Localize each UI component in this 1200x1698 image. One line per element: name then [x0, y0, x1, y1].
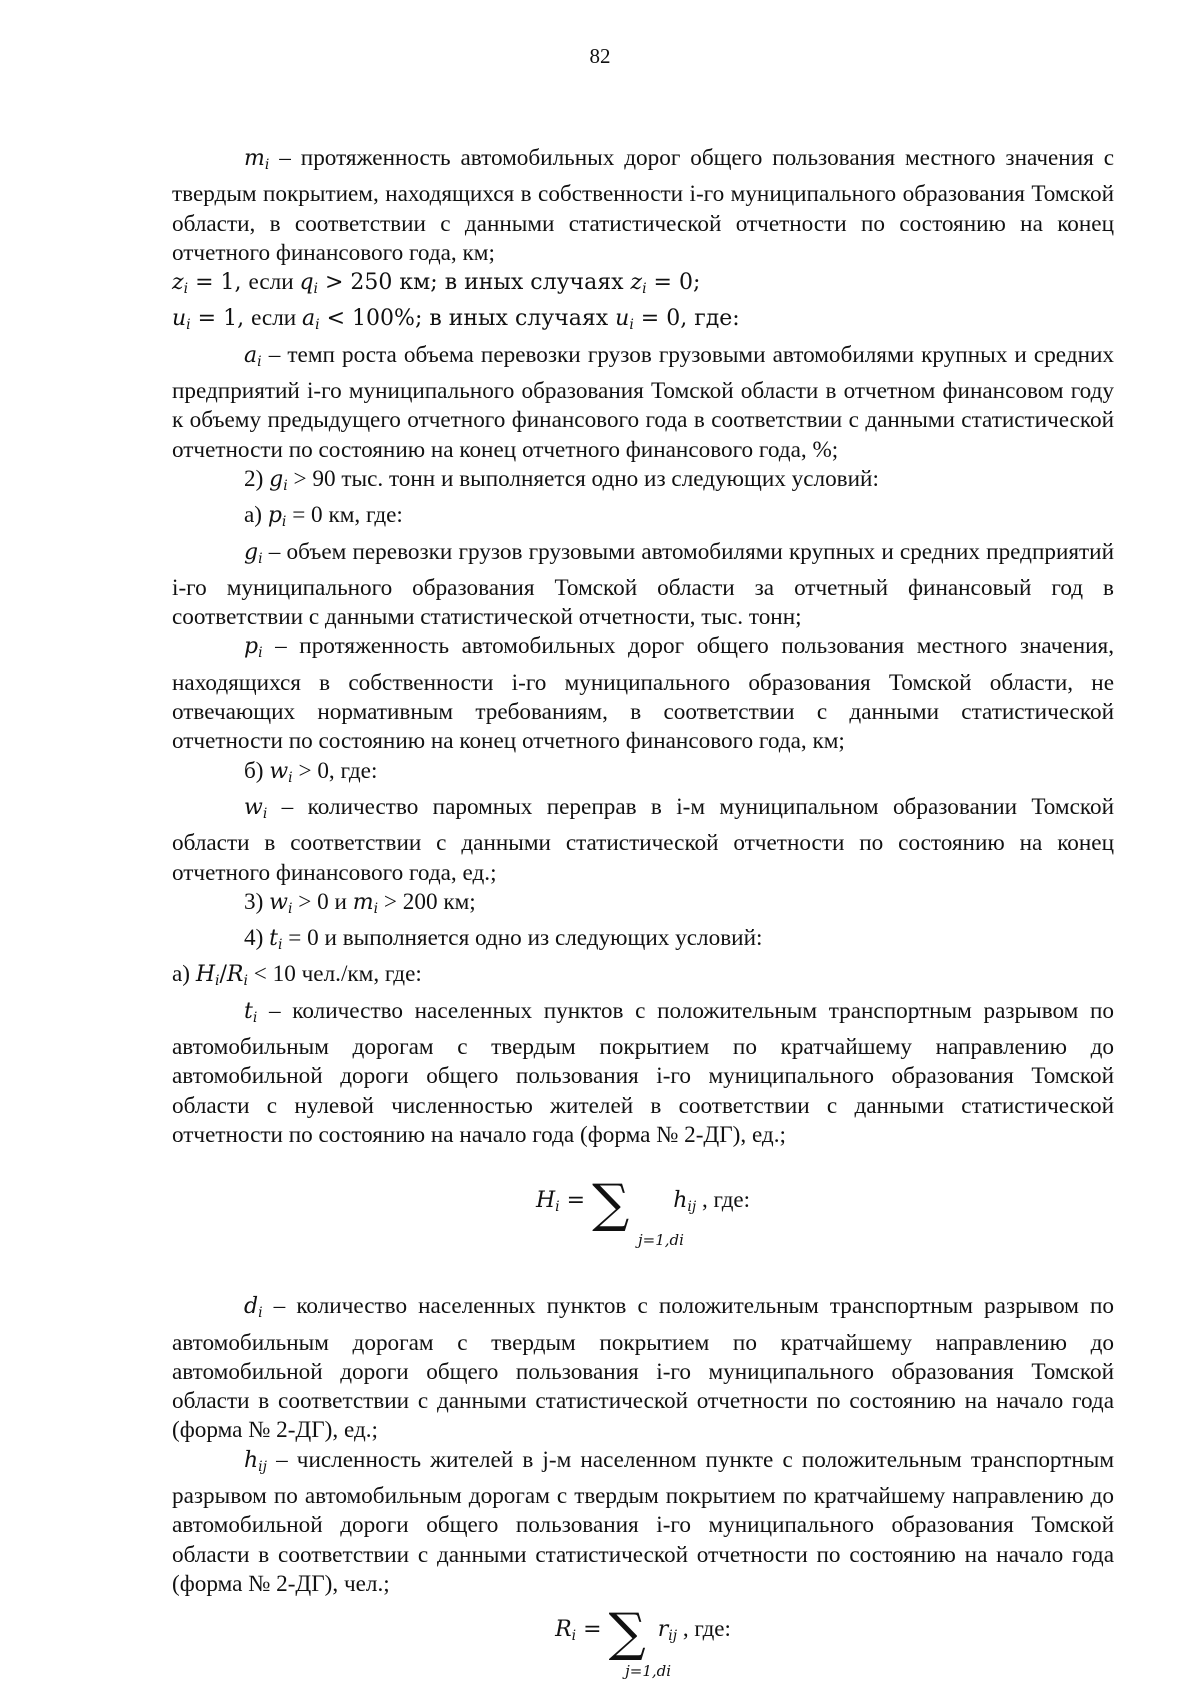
condition-4: 4) $t_i = 0$ и выполняется одно из следующих условий:: [244, 925, 763, 954]
definition-a: $a_i$ – темп роста объема перевозки грузов грузовыми автомобилями крупных и средних предприятий i-го муниципального образования Томской области в отчетном финансовом году к объему предыдущего отчетного финансового года в соответствии с данными статистической отчетности по состоянию на конец отчетного финансового года, %;: [172, 341, 1114, 463]
definition-h: $h_{ij}$ – численность жителей в j-м населенном пункте с положительным транспортным разрывом по автомобильным дорогам с твердым покрытием по кратчайшему направлению до автомобильной дороги общего пользования i-го муниципального образования Томской области в соответствии с данными статистической отчетности по состоянию на начало года (форма № 2-ДГ), чел.;: [172, 1446, 1114, 1597]
condition-4a: а) $H_i/R_i < 10$ чел./км, где:: [172, 961, 422, 990]
sum-symbol: ∑: [592, 1174, 630, 1235]
definition-g: $g_i$ – объем перевозки грузов грузовыми автомобилями крупных и средних предприятий i-го муниципального образования Томской области за отчетный финансовый год в соответствии с данными статистической отчетности, тыс. тонн;: [172, 538, 1114, 631]
sum-limit: j=1,di: [637, 1231, 684, 1250]
definition-m: $m_i$ – протяженность автомобильных дорог общего пользования местного значения с твердым покрытием, находящихся в собственности i-го муниципального образования Томской области, в соответствии с данными статистической отчетности по состоянию на конец отчетного финансового года, км;: [172, 145, 1114, 266]
condition-2b: б) $w_i > 0$, где:: [244, 757, 378, 786]
condition-2a: а) $p_i = 0$ км, где:: [244, 502, 403, 531]
sum-symbol: ∑: [608, 1603, 646, 1664]
page-number: 82: [589, 44, 611, 68]
sum-limit: j=1,di: [625, 1662, 672, 1681]
condition-z: $z_i = 1$, если $q_i > 250$ км; в иных случаях $z_i = 0$;: [172, 269, 701, 298]
definition-w: $w_i$ – количество паромных переправ в i-м муниципальном образовании Томской области в соответствии с данными статистической отчетности по состоянию на конец отчетного финансового года, ед.;: [172, 793, 1114, 886]
condition-3: 3) $w_i > 0$ и $m_i > 200$ км;: [244, 888, 476, 917]
definition-p: $p_i$ – протяженность автомобильных дорог общего пользования местного значения, находящихся в собственности i-го муниципального образования Томской области, не отвечающих нормативным требованиям, в соответствии с данными статистической отчетности по состоянию на конец отчетного финансового года, км;: [172, 633, 1114, 755]
condition-u: $u_i = 1$, если $a_i < 100\%$; в иных случаях $u_i = 0$, где:: [172, 305, 740, 334]
formula-r-sum: $R_i$ = ∑ j=1,di $r_{ij}$ , где:: [172, 1607, 1114, 1677]
formula-h-sum: $H_i$ = ∑ j=1,di $h_{ij}$ , где:: [172, 1178, 1114, 1248]
symbol-m: $m_i$: [244, 146, 270, 173]
condition-2: 2) $g_i > 90$ тыс. тонн и выполняется одно из следующих условий:: [244, 465, 879, 494]
definition-d: $d_i$ – количество населенных пунктов с положительным транспортным разрывом по автомобильным дорогам с твердым покрытием по кратчайшему направлению до автомобильной дороги общего пользования i-го муниципального образования Томской области в соответствии с данными статистической отчетности по состоянию на начало года (форма № 2-ДГ), ед.;: [172, 1293, 1114, 1444]
page-body: [172, 144, 1114, 1681]
definition-t: $t_i$ – количество населенных пунктов с положительным транспортным разрывом по автомобильным дорогам с твердым покрытием по кратчайшему направлению до автомобильной дороги общего пользования i-го муниципального образования Томской области с нулевой численностью жителей в соответствии с данными статистической отчетности по состоянию на начало года (форма № 2-ДГ), ед.;: [172, 997, 1114, 1148]
